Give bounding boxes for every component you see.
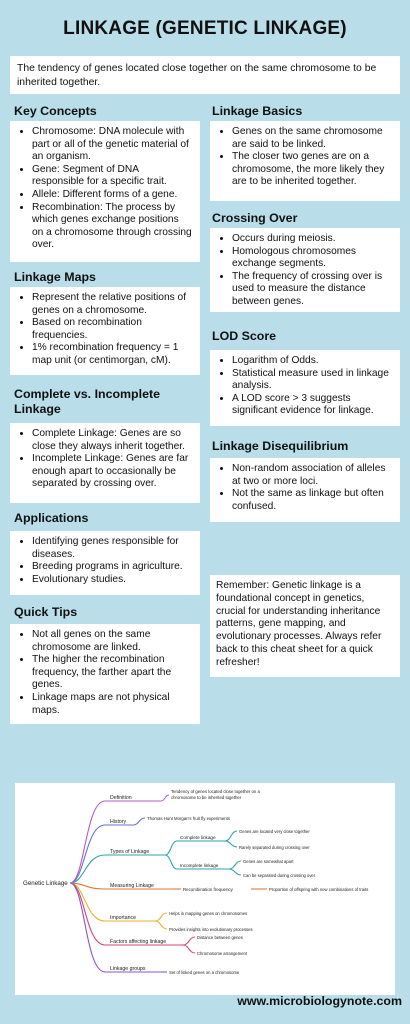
linkage-disequilibrium-heading: Linkage Disequilibrium bbox=[212, 439, 349, 453]
list-item: • Recombination: The process by which genes exchange positions on a chromosome through crossing over. bbox=[32, 202, 192, 252]
complete-linkage-node: Complete linkage bbox=[180, 835, 216, 840]
intro-box: The tendency of genes located close together on the same chromosome to be inherited together. bbox=[10, 56, 400, 94]
complete-vs-incomplete-heading: Complete vs. Incomplete Linkage bbox=[14, 387, 160, 416]
list-item: • Allele: Different forms of a gene. bbox=[32, 189, 192, 202]
measuring-node: Measuring Linkage bbox=[110, 883, 154, 889]
applications-heading: Applications bbox=[14, 511, 89, 525]
linkage-disequilibrium-card bbox=[210, 458, 400, 522]
linkage-maps-card bbox=[10, 287, 200, 375]
list-item: • Linkage maps are not physical maps. bbox=[32, 692, 192, 717]
definition-text-1: Tendency of genes located close together on a bbox=[171, 789, 260, 794]
list-item: • Homologous chromosomes exchange segments. bbox=[232, 246, 392, 271]
lod-score-card bbox=[210, 350, 400, 426]
list-item: • Occurs during meiosis. bbox=[232, 233, 392, 246]
remember-note: Remember: Genetic linkage is a foundational concept in genetics, crucial for understanding inheritance patterns, gene mapping, and evolutionary processes. Always refer back to this cheat sheet for a quick refresher! bbox=[210, 575, 400, 677]
list-item: • Genes on the same chromosome are said to be linked. bbox=[232, 126, 392, 151]
factors-text-2: Chromosome arrangement bbox=[197, 951, 248, 956]
groups-connector bbox=[70, 883, 105, 972]
list-item: • Gene: Segment of DNA responsible for a specific trait. bbox=[32, 164, 192, 189]
list-item: • A LOD score > 3 suggests significant evidence for linkage. bbox=[232, 393, 392, 418]
list-item: • Logarithm of Odds. bbox=[232, 355, 392, 368]
lod-score-heading: LOD Score bbox=[212, 329, 277, 343]
history-node: History bbox=[110, 819, 127, 825]
list-item: • The closer two genes are on a chromosome, the more likely they are to be inherited together. bbox=[232, 151, 392, 189]
list-item: • Not the same as linkage but often confused. bbox=[232, 488, 392, 513]
incomplete-linkage-text-2: Can be separated during crossing over bbox=[243, 873, 316, 878]
list-item: • Evolutionary studies. bbox=[32, 574, 192, 587]
definition-text-2: chromosome to be inherited together bbox=[171, 795, 242, 800]
list-item: • Represent the relative positions of genes on a chromosome. bbox=[32, 292, 192, 317]
key-concepts-card bbox=[10, 121, 200, 262]
proportion-text: Proportion of offspring with new combinations of traits bbox=[269, 887, 369, 892]
list-item: • The frequency of crossing over is used to measure the distance between genes. bbox=[232, 271, 392, 309]
list-item: • Not all genes on the same chromosome are linked. bbox=[32, 629, 192, 654]
list-item: • 1% recombination frequency = 1 map unit (or centimorgan, cM). bbox=[32, 342, 192, 367]
list-item: • Incomplete Linkage: Genes are far enough apart to occasionally be separated by crossing over. bbox=[32, 453, 192, 491]
list-item: • Non-random association of alleles at two or more loci. bbox=[232, 463, 392, 488]
linkage-basics-heading: Linkage Basics bbox=[212, 104, 303, 118]
applications-card bbox=[10, 531, 200, 595]
mind-map-panel bbox=[15, 783, 395, 995]
types-node: Types of Linkage bbox=[110, 849, 150, 855]
linkage-basics-card bbox=[210, 121, 400, 201]
importance-node: Importance bbox=[110, 915, 136, 921]
key-concepts-heading: Key Concepts bbox=[14, 104, 97, 118]
definition-connector bbox=[70, 801, 105, 883]
history-text: Thomas Hunt Morgan's fruit fly experiments bbox=[147, 816, 230, 821]
incomplete-linkage-text-1: Genes are somewhat apart bbox=[243, 859, 294, 864]
website-footer: www.microbiologynote.com bbox=[237, 994, 402, 1008]
list-item: • Identifying genes responsible for diseases. bbox=[32, 536, 192, 561]
groups-node: Linkage groups bbox=[110, 966, 146, 972]
groups-text: Set of linked genes on a chromosome bbox=[169, 970, 240, 975]
complete-linkage-text-1: Genes are located very close together bbox=[239, 829, 310, 834]
factors-text-1: Distance between genes bbox=[197, 935, 243, 940]
complete-linkage-text-2: Rarely separated during crossing over bbox=[239, 845, 310, 850]
mind-map-root: Genetic Linkage bbox=[23, 880, 68, 887]
importance-text-1: Helps in mapping genes on chromosomes bbox=[169, 911, 248, 916]
quick-tips-card bbox=[10, 624, 200, 724]
list-item: • Chromosome: DNA molecule with part or all of the genetic material of an organism. bbox=[32, 126, 192, 164]
page-title: LINKAGE (GENETIC LINKAGE) bbox=[63, 18, 347, 39]
importance-text-2: Provides insights into evolutionary processes bbox=[169, 927, 253, 932]
list-item: • The higher the recombination frequency, the farther apart the genes. bbox=[32, 654, 192, 692]
factors-node: Factors affecting linkage bbox=[110, 939, 167, 945]
incomplete-linkage-node: Incomplete linkage bbox=[180, 863, 219, 868]
definition-node: Definition bbox=[110, 795, 132, 801]
list-item: • Based on recombination frequencies. bbox=[32, 317, 192, 342]
complete-vs-incomplete-card bbox=[10, 423, 200, 503]
crossing-over-heading: Crossing Over bbox=[212, 211, 298, 225]
mind-map-diagram bbox=[15, 783, 395, 995]
crossing-over-card bbox=[210, 228, 400, 312]
quick-tips-heading: Quick Tips bbox=[14, 605, 78, 619]
list-item: • Complete Linkage: Genes are so close they always inherit together. bbox=[32, 428, 192, 453]
list-item: • Statistical measure used in linkage analysis. bbox=[232, 368, 392, 393]
linkage-maps-heading: Linkage Maps bbox=[14, 270, 96, 284]
list-item: • Breeding programs in agriculture. bbox=[32, 561, 192, 574]
recombination-node: Recombination frequency bbox=[183, 887, 233, 892]
